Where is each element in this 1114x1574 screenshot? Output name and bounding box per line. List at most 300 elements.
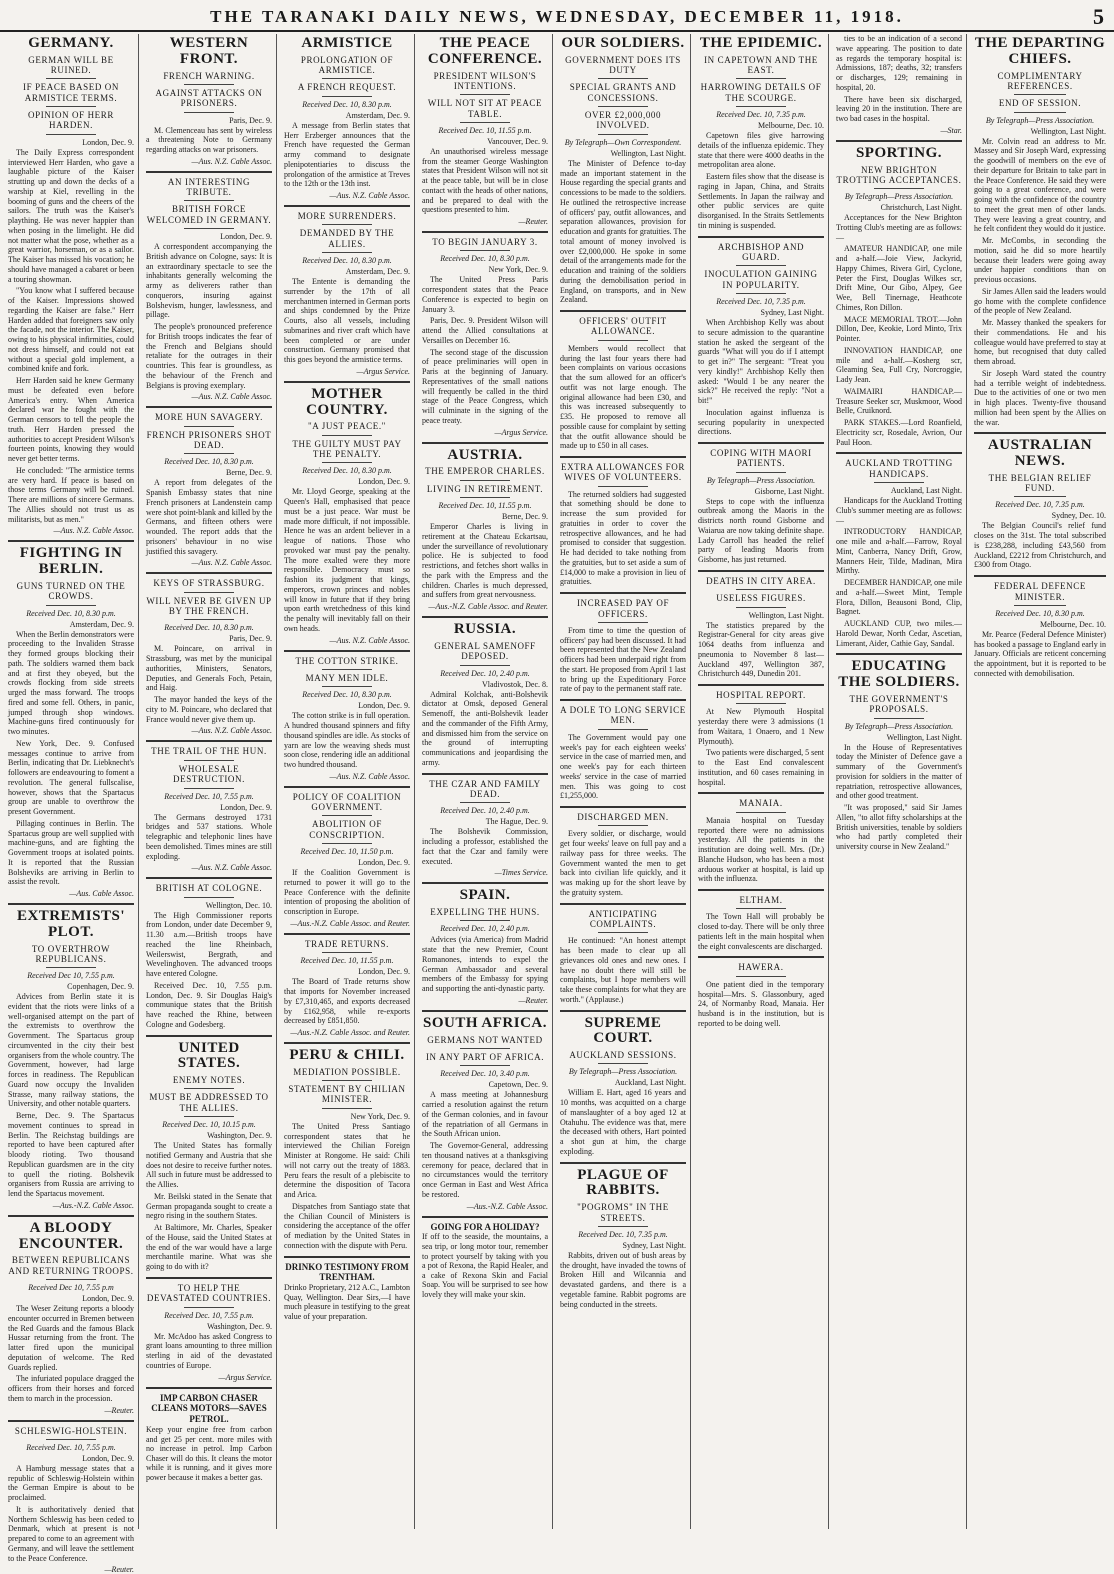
article [146,36,272,166]
article-subheading: IN CAPETOWN AND THE EAST. [704,54,818,76]
article-place-date: Paris, Dec. 9. [229,634,272,644]
article-subheading: A DOLE TO LONG SERVICE MEN. [560,705,686,726]
article-subheading: OPINION OF HERR HARDEN. [27,110,114,131]
article [836,34,962,135]
subheading-rule [598,622,648,623]
subheading-rule [1014,112,1067,113]
article [8,1426,134,1574]
article-separator [560,903,686,905]
article-paragraph: The United Press Santiago correspondent states that he interviewed the Chilian Foreign Minister at Rongome. He said: Chili will not carry out the treaty of 1883. Peru fears the result of a plebiscite to determine the disposition of Tacora and Arica. [284,1121,410,1200]
ad-title: IMP CARBON CHASER CLEANS MOTORS—SAVES PETROL. [151,1392,267,1425]
article-subheading: FRENCH WARNING. [163,70,255,81]
subheading-rule [460,94,510,95]
subheading-rule [46,1439,96,1440]
article-subheading: KEYS OF STRASSBURG. [153,578,265,589]
article-subheading: NEW BRIGHTON TROTTING ACCEPTANCES. [836,164,962,185]
article-paragraph: "You know what I suffered because of the Kaiser. Impressions showed regarding the Kaiser are false." Herr Harden added that foreigners saw only the facade, not the interior. The Kaiser, owing to his physical infirmities, could not dress himself, and could not eat without a special gold implement, a combined knife and fork. [8,286,134,374]
article-separator [422,1010,548,1012]
article-separator [560,1010,686,1012]
masthead [0,0,1114,32]
article-dateline: By Telegraph—Press Association. [844,192,954,202]
article-separator [698,442,824,444]
article-paragraph: The statistics prepared by the Registrar-General for city areas give 1064 deaths from influenza and pneumonia to November 8 last—Auckland 497, Wellington 387, Christchurch 449, Dunedin 201. [698,620,824,679]
article-dateline: Received Dec. 10, 11.55 p.m. [300,956,394,966]
article-paragraph: Berne, Dec. 9. The Spartacus movement continues to spread in Berlin. The Reichstag buildings are reported to have been captured after bloody rioting. Two thousand Republican guardsmen are in the city to quell the rioting. Bolshevik organisers from Russia are arriving to lend the Spartacus movement. [8,1111,134,1199]
article-paragraph: The Board of Trade returns show that imports for November increased by £7,310,465, and exports decreased by £162,958, while re-exports decreased by £851,850. [284,977,410,1026]
article [698,690,824,787]
article [698,962,824,1028]
column-5 [556,34,691,1529]
article-separator [698,570,824,572]
article-paragraph: At New Plymouth Hospital yesterday there were 3 admissions (1 from Waitara, 1 Onaero, and 1 New Plymouth). [698,707,824,746]
article-dateline: Received Dec. 10, 11.55 p.m. [438,125,532,135]
article-credit: —Argus Service. [494,427,548,437]
article [560,1016,686,1157]
article-headline: PERU & CHILI. [289,1047,405,1063]
article-subheading: WHOLESALE DESTRUCTION. [173,763,245,785]
article-subheading: THE GUILTY MUST PAY THE PENALTY. [292,438,402,459]
article-separator [560,1162,686,1164]
subheading-rule [184,760,234,761]
article-place-date: Washington, Dec. 9. [207,1321,272,1331]
column-4 [418,34,553,1529]
article-credit: —Aus.-N.Z. Cable Assoc. [52,1200,134,1210]
article-subheading: DEATHS IN CITY AREA. [706,575,816,586]
subheading-rule [460,1065,510,1066]
column-7 [832,34,967,1529]
article-dateline: By Telegraph—Press Association. [985,115,1095,125]
article [422,888,548,1005]
article-credit: —Reuter. [518,217,548,227]
subheading-rule [736,908,786,909]
article-place-date: London, Dec. 9. [82,1294,134,1304]
article [560,705,686,801]
article-subheading: SCHLESWIG-HOLSTEIN. [14,1425,128,1436]
article [422,36,548,226]
subheading-rule [184,228,234,229]
article-credit: —Aus. N.Z. Cable Assoc. [191,558,272,568]
article-paragraph: One patient died in the temporary hospital—Mrs. S. Glassonbury, aged 24, of Normanby Road, Manaia. Her husband is in the institution, but is reported to be doing well. [698,979,824,1028]
article-credit: —Aus.-N.Z. Cable Assoc. and Reuter. [428,602,548,612]
subheading-rule [736,607,786,608]
article-credit: —Star. [940,125,962,135]
article-paragraph: There have been six discharged, leaving 20 in the institution. There are two bad cases in the hospital. [836,94,962,123]
article-paragraph: At Baltimore, Mr. Charles, Speaker of the House, said the United States at the end of the war would have a large merchantile marine. What was she going to do with it? [146,1223,272,1272]
article-credit: —Aus. N.Z. Cable Assoc. [191,726,272,736]
article-paragraph: The Bolshevik Commission, including a professor, established the fact that the Czar and family were executed. [422,827,548,866]
subheading-rule [1014,605,1067,606]
subheading-rule [46,1279,96,1280]
article-paragraph: "It was proposed," said Sir James Allen, "to allot fifty scholarships at the British universities, tenable by soldiers who had partly completed their university course in New Zealand." [836,803,962,852]
article [284,387,410,645]
article-paragraph: From time to time the question of officers' pay had been discussed. It had been represented that the New Zealand officers had been underpaid right from the start. He proposed from April 1 last to bring up the Expeditionary Force rate of pay to the permanent staff rate. [560,625,686,694]
article-place-date: London, Dec. 9. [82,137,134,147]
article-separator [560,592,686,594]
article-subheading: AUCKLAND TROTTING HANDICAPS. [845,458,953,479]
article-place-date: Amsterdam, Dec. 9. [345,267,410,277]
subheading-rule [322,1080,372,1081]
article-credit: —Aus. N.Z. Cable Assoc. [329,771,410,781]
article-separator [146,1387,272,1389]
article-subheading: TRADE RETURNS. [305,938,389,949]
article-paragraph: The United States has formally notified Germany and Austria that she does not desire to receive further notes. All such in future must be addressed to the Allies. [146,1141,272,1190]
subheading-rule [322,96,372,97]
article-place-date: Amsterdam, Dec. 9. [69,619,134,629]
article [836,659,962,851]
article-headline: WESTERN FRONT. [169,35,249,67]
subheading-rule [46,967,96,968]
article-dateline: Received Dec 10, 7.55 p.m. [27,971,115,981]
article-subheading: TO BEGIN JANUARY 3. [432,237,538,248]
article-subheading: HAWERA. [738,962,784,973]
article-subheading: ELTHAM. [739,895,783,906]
article [560,812,686,898]
article [284,1048,410,1251]
article-place-date: Wellington, Last Night. [748,610,824,620]
article-paragraph: ties to be an indication of a second wave appearing. The position to date as regards the temporary hospital is: Admissions, 187; deaths, 32; transfers or discharges, 129; remaining in hospital, 20. [836,34,962,92]
article-subheading: LIVING IN RETIREMENT. [426,483,544,494]
article-headline: SOUTH AFRICA. [422,1014,548,1031]
article-paragraph: A correspondent accompanying the British advance on Cologne, says: It is an extraordinary spectacle to see the inhabitants generally welcoming the army as deliverers rather than conquerors, insuring against Bolshevism, hunger, lawlessness, and pillage. [146,242,272,320]
article-headline: GERMANY. [28,35,114,51]
article-paragraph: The cotton strike is in full operation. A hundred thousand spinners and fifty thousand spindles are idle. As stocks of yarn are low the weaving sheds must soon close, rendering idle an additional two hundred thousand. [284,711,410,770]
subheading-rule [598,134,648,135]
article-separator [422,442,548,444]
column-1 [4,34,139,1574]
article-separator [146,740,272,742]
article-headline: THE DEPARTING CHIEFS. [974,35,1106,67]
article-subheading: MANAIA. [739,798,783,809]
article-subheading: FRENCH PRISONERS SHOT DEAD. [146,429,272,451]
subheading-rule [184,1088,234,1089]
article-paragraph: The United Press Paris correspondent states that the Peace Conference is expected to begin on January 3. [422,275,548,314]
ad-title: DRINKO TESTIMONY FROM TRENTHAM. [285,1261,409,1283]
article-subheading: ABOLITION OF CONSCRIPTION. [309,819,385,840]
article-separator [698,792,824,794]
article-paragraph: Admiral Kolchak, anti-Bolshevik dictator at Omsk, deposed General Semenoff, the anti-Bolshevik leader and the commander of the Fifth Army, and dismissed him from the service on the ground of interrupting communications and jeopardising the army. [422,689,548,767]
article-dateline: Received Dec. 10, 7.35 p.m. [716,110,806,120]
article-subheading: EXPELLING THE HUNS. [430,907,540,918]
article-headline: AUSTRALIAN NEWS. [987,437,1093,470]
article-subheading: MORE HUN SAVAGERY. [154,412,264,423]
article-paragraph: WAIMAIRI HANDICAP.—Treasure Seeker scr, Muskmoor, Wood Belle, Cruiknord. [836,386,962,416]
article-place-date: New York, Dec. 9. [350,1111,410,1121]
article-separator [698,889,824,891]
advertisement [284,1262,410,1322]
article-paragraph: A report from delegates of the Spanish Embassy states that nine French prisoners at Landenstein camp were shot point-blank and killed by the Germans, and fifteen others were wounded. The report adds that the prisoners' behaviour in no wise justified this savagery. [146,478,272,556]
article [698,798,824,884]
article-paragraph: The people's pronounced preference for British troops indicates the fear of the French and Belgians should retaliate for the outrages in their countries. This fear is groundless, as the behaviour of the French and Belgians is proving exemplary. [146,322,272,390]
subheading-rule [460,122,510,123]
article-place-date: Capetown, Dec. 9. [488,1080,548,1090]
article-headline: FIGHTING IN BERLIN. [19,545,123,578]
subheading-rule [736,589,786,590]
subheading-rule [184,84,234,85]
subheading-rule [736,106,786,107]
article-credit: —Aus.-N.Z. Cable Assoc. and Reuter. [290,1028,410,1037]
article-separator [836,140,962,142]
article-separator [422,231,548,233]
article-place-date: Wellington, Last Night. [1030,126,1106,136]
article [560,1168,686,1310]
article-place-date: Berne, Dec. 9. [502,512,548,522]
article-place-date: Melbourne, Dec. 10. [1040,619,1106,629]
article-subheading: AN INTERESTING TRIBUTE. [167,176,251,198]
article-paragraph: The Minister of Defence to-day made an important statement in the House regarding the special grants and concessions to be made to the soldiers. He outlined the retrospective increase of officers' pay, outfit allowances, and separation allowances, provision for education and grants for gratuities. The total amount of money involved is over £2,000,000. He spoke in some detail of the arrangements made for the education and training of the soldiers during the demobilisation period in England, on transports, and in New Zealand. [560,158,686,305]
article-separator [284,205,410,207]
subheading-rule [874,718,924,719]
subheading-rule [184,592,234,593]
article-place-date: London, Dec. 9. [358,701,410,711]
article-dateline: Received Dec. 10, 11.50 p.m. [300,847,394,857]
masthead-title: THE TARANAKI DAILY NEWS, WEDNESDAY, DECEMBER 11, 1918. [210,7,904,26]
article-paragraph: Two patients were discharged, 5 sent to the East End convalescent institution, and 60 cases remaining in hospital. [698,748,824,787]
article-subheading: OFFICERS' OUTFIT ALLOWANCE. [579,316,667,337]
article-headline: PLAGUE OF RABBITS. [577,1166,669,1199]
article-headline: UNITED STATES. [177,1039,241,1072]
article-separator [146,406,272,408]
article-credit: —Aus. Cable Assoc. [69,889,134,898]
subheading-rule [460,1048,510,1049]
subheading-rule [736,265,786,266]
article-subheading: ENEMY NOTES. [172,1075,246,1086]
article [836,458,962,648]
subheading-rule [598,106,648,107]
article-dateline: Received Dec. 10, 8.30 p.m. [164,623,254,633]
article-paragraph: Inoculation against influenza is securing popularity in unexpected directions. [698,407,824,437]
article-subheading: THE COTTON STRIKE. [295,655,399,666]
article-dateline: Received Dec. 10, 11.55 p.m. [438,501,532,511]
article [560,316,686,451]
article [560,598,686,694]
article-separator [422,616,548,618]
article-place-date: Auckland, Last Night. [890,486,962,496]
article-subheading: THE EMPEROR CHARLES. [425,466,545,477]
subheading-rule [322,435,372,436]
article-paragraph: The Entente is demanding the surrender by the 17th of all merchantmen interned in German ports and ships condemned by the Prize Courts, also all vessels, including submarines and river craft which have been completed or are under construction. Germany promised that this goes beyond the armistice terms. [284,277,410,365]
ad-text: Keep your engine free from carbon and get 25 per cent. more miles with no increase in petrol. Imp Carbon Chaser will do this. It cleans the motor while it is running, and it gives more power because it makes a better gas. [146,1424,272,1482]
article-subheading: STATEMENT BY CHILIAN MINISTER. [288,1084,406,1105]
article [422,237,548,437]
article [560,462,686,587]
article-paragraph: Mr. Massey thanked the speakers for their commendations. He and his colleague would have preferred to stay at home, but recognised that duty called them abroad. [974,318,1106,367]
article-dateline: Received Dec. 10, 8.30 p.m. [302,466,392,476]
article-subheading: "POGROMS" IN THE STREETS. [577,1202,669,1223]
article-separator [698,956,824,958]
article-paragraph: The Governor-General, addressing ten thousand natives at a thanksgiving ceremony for peace, declared that in no circumstances would the territory once German in East and West Africa be restored. [422,1141,548,1199]
subheading-rule [184,897,234,898]
article [284,792,410,928]
subheading-rule [322,843,372,844]
subheading-rule [874,482,924,483]
article-separator [836,452,962,454]
article-subheading: GOVERNMENT DOES ITS DUTY [565,54,681,76]
subheading-rule [322,952,372,953]
article-subheading: BETWEEN REPUBLICANS AND RETURNING TROOPS. [8,1255,134,1276]
article-paragraph: The Town Hall will probably be closed to-day. There will be only three patients left in the main hospital when the eight convalescents are discharged. [698,912,824,951]
article-separator [284,381,410,383]
article [422,448,548,611]
subheading-rule [460,920,510,921]
article [836,146,962,448]
article-place-date: The Hague, Dec. 9. [485,817,548,827]
article-paragraph: In the House of Representatives today the Minister of Defence gave a summary of the Government's provision for soldiers in the matter of repatriation, retrospective allowances, and other good treatment. [836,742,962,801]
subheading-rule [322,462,372,463]
article-subheading: THE BELGIAN RELIEF FUND. [988,472,1092,494]
article-paragraph: William E. Hart, aged 16 years and 10 months, was acquitted on a charge of manslaughter of a boy aged 12 at Otahuhu. The evidence was that, mere the deceased with others, Hart pointed a shot gun at him, the charge exploding. [560,1088,686,1156]
article-headline: OUR SOLDIERS. [561,35,685,51]
article-separator [284,1042,410,1044]
subheading-rule [184,1307,234,1308]
page-number: 5 [1093,4,1104,29]
newspaper-columns [4,34,1110,1574]
article-credit: —Aus. N.Z. Cable Assoc. [191,156,272,166]
article-paragraph: AUCKLAND CUP, two miles.—Harold Dewar, North Cedar, Ascetian, Limerant, Aider, Cathie Gay, Sandal. [836,619,962,648]
article-credit: —Reuter. [104,1565,134,1574]
article-separator [422,882,548,884]
article-credit: —Aus. N.Z. Cable Assoc. [329,191,410,201]
article-place-date: Auckland, Last Night. [614,1078,686,1088]
article-credit: —Reuter. [518,995,548,1005]
article-separator [560,806,686,808]
column-6 [694,34,829,1529]
article-dateline: Received Dec. 10, 8.30 p.m. [164,457,254,467]
article-paragraph: He concluded: "The armistice terms are very hard. If peace is based on those terms Germany will be ruined. There are millions of sincere Germans. The Allies should not trust us as militarists, but as men." [8,465,134,524]
article [974,581,1106,678]
article-place-date: Wellington, Dec. 10. [205,900,272,910]
article-subheading: IN ANY PART OF AFRICA. [425,1051,545,1062]
article [698,448,824,565]
article-paragraph: Emperor Charles is living in retirement at the Chateau Eckartsau, under the surveillance of revolutionary police. He is subjected to food restrictions, and fetches short walks in the park with the Empress and the children. Charles is much depressed, and suffers from great nervousness. [422,522,548,600]
article-subheading: GERMANS NOT WANTED [427,1034,543,1045]
article-subheading: THE TRAIL OF THE HUN. [151,746,267,757]
article [8,1221,134,1415]
article-place-date: Vancouver, Dec. 9. [487,136,548,146]
article-paragraph: Herr Harden said he knew Germany must be defeated even before America's entry. When America declared war he fought with the German censors to tell the people the truth. Herr Harden pressed the authorities to accept President Wilson's fourteen points, knowing they would never get better terms. [8,376,134,464]
article-paragraph: Advices from Berlin state it is evident that the riots were links of a well-organised attempt on the part of the extremists to overthrow the Government. The Spartacus group circumvented in the city their best organisers from the whole country. The Government, however, had large forces in readiness. The Republican Guard now occupy the Invaliden Strasse, many railway stations, the University, and other notable quarters. [8,992,134,1109]
article [284,656,410,781]
article-separator [146,877,272,879]
article-headline: SPAIN. [459,887,511,904]
article [698,895,824,951]
article-headline: THE EPIDEMIC. [699,35,823,51]
article [284,36,410,200]
article-subheading: OVER £2,000,000 INVOLVED. [584,110,662,131]
article-subheading: IF PEACE BASED ON ARMISTICE TERMS. [23,82,119,103]
subheading-rule [736,78,786,79]
article-paragraph: Paris, Dec. 9. President Wilson will attend the Allied consultations at Versailles on December 16. [422,316,548,345]
article-credit: —Times Service. [494,868,548,878]
article [560,36,686,305]
article [146,1283,272,1382]
article-subheading: MUST BE ADDRESSED TO THE ALLIES. [149,1092,269,1113]
article-paragraph: The returned soldiers had suggested that something should be done to increase the sum provided for gratuities in order to cover the retrospective allowances, and he had promised to consider that suggestion. He had decided to take nothing from the gratuities, but to set aside a sum of £14,000 to make a provision in lieu of gratuities. [560,489,686,587]
subheading-rule [736,293,786,294]
article-paragraph: Members would recollect that during the last four years there had been complaints on various occasions that the sum allowed for an officer's outfit was not large enough. The original allowance had been £30, and this was increased subsequently to £35. He proposed to remove all possible cause for complaint by setting that the outfit allowance should be made up to £50 in all cases. [560,343,686,451]
article-paragraph: Mr. McAdoo has asked Congress to grant loans amounting to three million sterling in aid of the devastated countries of Europe. [146,1331,272,1370]
subheading-rule [736,812,786,813]
article-paragraph: The Daily Express correspondent interviewed Herr Harden, who gave a laughable picture of the Kaiser strutting up and down the decks of a warship at Kiel, revelling in the booming of guns and the cheers of the sailors. The truth was the Kaiser's plaything. He was never happier than when posing in the limelight. He did not matter what the pose, whether as a great warrior, horseman, or as a sailor. The Kaiser has missed his vocation; he should have managed a cabaret or been a touring showman. [8,147,134,284]
article-subheading: PRESIDENT WILSON'S INTENTIONS. [433,70,537,91]
article-separator [698,684,824,686]
article-subheading: BRITISH FORCE WELCOMED IN GERMANY. [146,204,272,225]
article-paragraph: The infuriated populace dragged the officers from their horses and forced them to march in the procession. [8,1374,134,1403]
subheading-rule [1014,496,1067,497]
article [422,1016,548,1211]
article-separator [8,1215,134,1217]
subheading-rule [184,453,234,454]
article-separator [284,933,410,935]
column-3 [280,34,415,1529]
article-subheading: EXTRA ALLOWANCES FOR WIVES OF VOLUNTEERS. [560,462,685,483]
article-separator [284,1256,410,1258]
article-place-date: London, Dec. 9. [220,802,272,812]
subheading-rule [598,932,648,933]
article-paragraph: Handicaps for the Auckland Trotting Club's summer meeting are as follows:— [836,496,962,525]
article-separator [974,432,1106,434]
subheading-rule [46,134,96,135]
subheading-rule [460,497,510,498]
article-dateline: Received Dec. 10, 8.30 p.m. [440,254,530,264]
article [146,177,272,402]
article-subheading: AUCKLAND SESSIONS. [569,1050,677,1061]
article-separator [8,1420,134,1422]
article-dateline: Received Dec. 10, 8.30 p.m. [302,690,392,700]
article-dateline: Received Dec 10, 7.55 p.m [28,1283,114,1293]
article [698,36,824,231]
article-subheading: ARCHBISHOP AND GUARD. [717,241,805,262]
subheading-rule [460,665,510,666]
article-paragraph: Received Dec. 10, 7.55 p.m. London, Dec. 9. Sir Douglas Haig's communique states that the British have reached the Rhine, between Cologne and Godesberg. [146,980,272,1029]
article-dateline: Received Dec. 10, 2.40 p.m. [440,668,530,678]
article-headline: RUSSIA. [453,621,517,638]
subheading-rule [598,1063,648,1064]
article-dateline: Received Dec. 10, 10.15 p.m. [162,1120,256,1130]
subheading-rule [322,224,372,225]
article-place-date: London, Dec. 9. [358,477,410,487]
article-place-date: London, Dec. 9. [82,1453,134,1463]
subheading-rule [598,340,648,341]
subheading-rule [874,188,924,189]
article-subheading: MEDIATION POSSIBLE. [293,1066,401,1077]
article-credit: —Aus. N.Z. Cable Assoc. [191,392,272,402]
article-subheading: GUNS TURNED ON THE CROWDS. [16,580,126,602]
article-paragraph: Manaia hospital on Tuesday reported there were no admissions yesterday. All the patients in the institution are doing well. Mrs. (Dr.) Blanche Hudson, who has been a most arduous worker at hospital, is laid up with the influenza. [698,815,824,884]
article-paragraph: An unauthorised wireless message from the steamer George Washington states that President Wilson will not sit at the peace table, but will be in close contact with the heads of other nations, and be prepared to deal with the questions presented to him. [422,146,548,215]
article-paragraph: The Germans destroyed 1731 bridges and 537 stations. Whole telegraphic and telephonic lines have been demolished. Times mines are still exploding. [146,812,272,861]
article-subheading: DISCHARGED MEN. [577,812,669,823]
subheading-rule [184,200,234,201]
subheading-rule [1014,94,1067,95]
article-place-date: Copenhagen, Dec. 9. [67,982,134,992]
subheading-rule [736,703,786,704]
ad-title: GOING FOR A HOLIDAY? [430,1221,540,1232]
article-subheading: A FRENCH REQUEST. [297,82,397,93]
article-dateline: By Telegraph—Press Association. [568,1067,678,1077]
article [974,438,1106,570]
article-place-date: Vladivostok, Dec. 8. [482,679,548,689]
article-separator [560,310,686,312]
article-subheading: MORE SURRENDERS. [297,211,397,222]
article-subheading: WILL NOT SIT AT PEACE TABLE. [427,98,543,119]
subheading-rule [598,1226,648,1227]
article-place-date: London, Dec. 9. [358,858,410,868]
article-headline: SUPREME COURT. [584,1014,662,1047]
subheading-rule [460,250,510,251]
article-subheading: SPECIAL GRANTS AND CONCESSIONS. [569,82,677,103]
subheading-rule [598,78,648,79]
article-separator [698,236,824,238]
